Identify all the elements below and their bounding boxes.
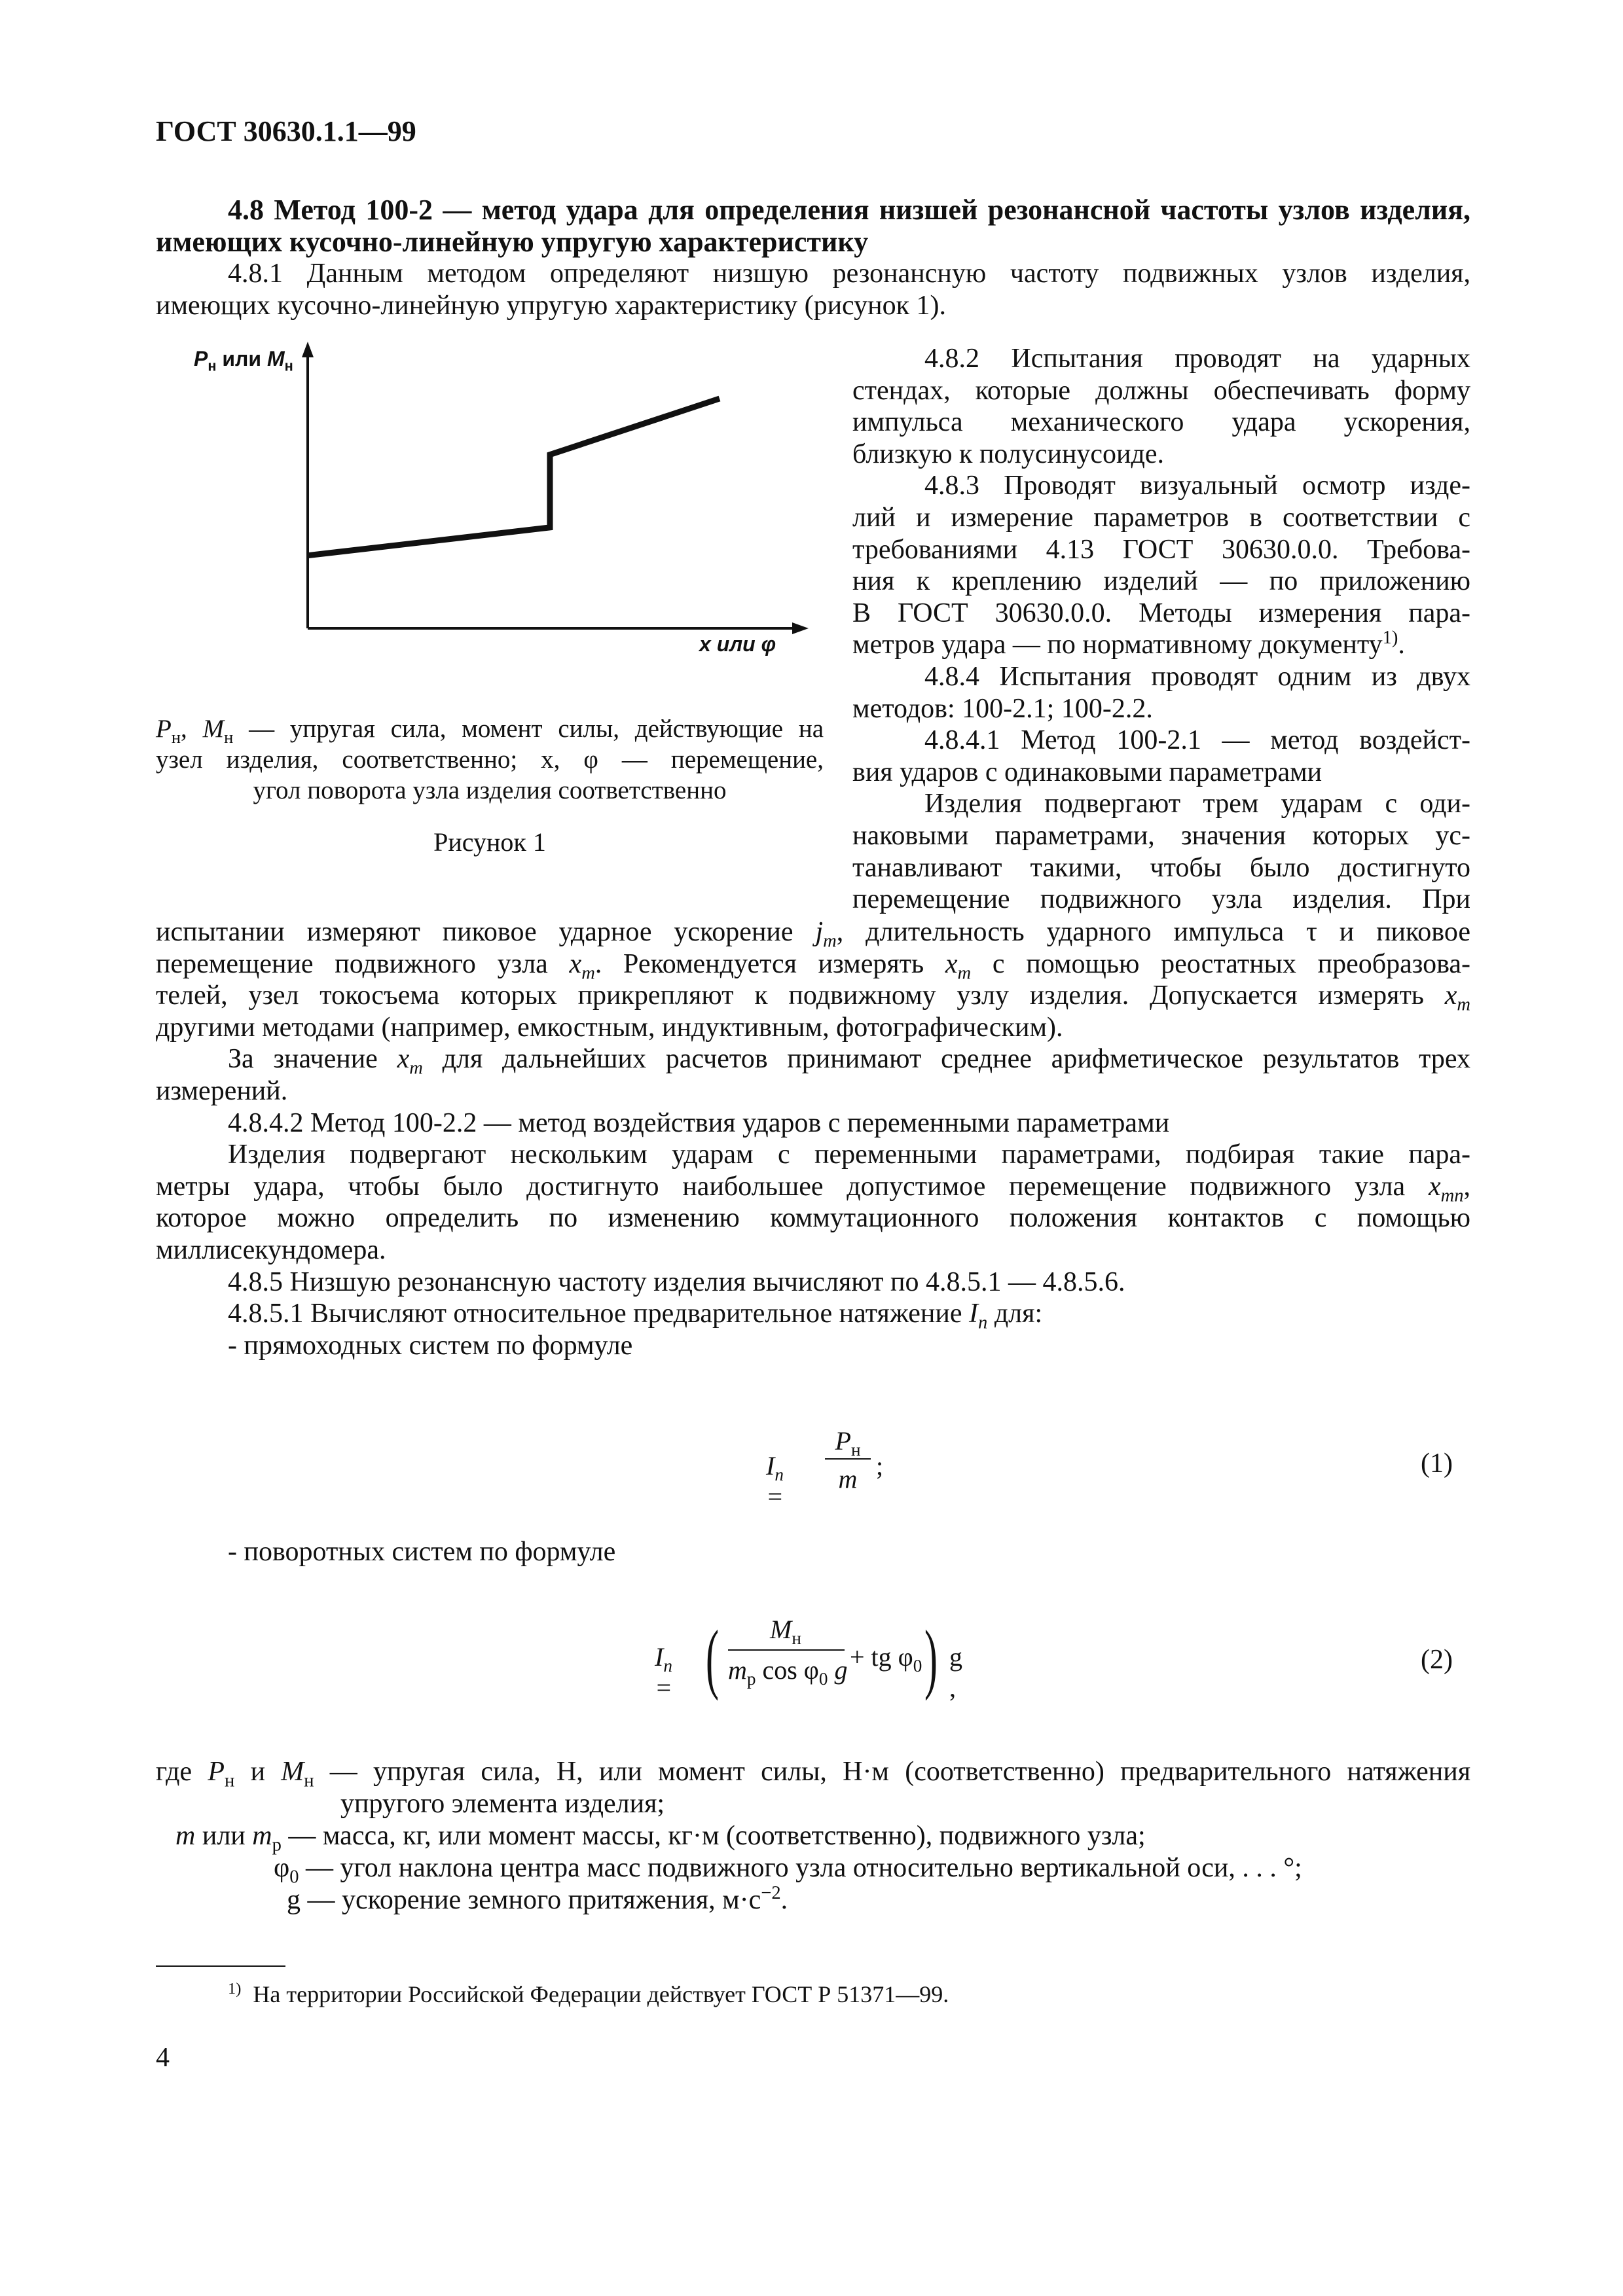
elastic-characteristic-line [308,399,720,556]
footnote-reference: 1) [1382,628,1398,649]
document-code: ГОСТ 30630.1.1—99 [156,115,416,147]
para-4-8-4: 4.8.4 Испытания проводят одним из двух методов: 100-2.1; 100-2.2. [852,661,1470,724]
para-4-8-5: 4.8.5 Низшую резонансную частоту изделия вычисляют по 4.8.5.1 — 4.8.5.6. [228,1266,1125,1297]
figure-x-axis-label: x или φ [699,632,776,656]
page-number: 4 [156,2043,170,2073]
para-items-single: Изделия подвергают трем ударам с оди- наковыми параметрами, значения которых ус- танавливают такими, чтобы было достигнуто перемещение подвижного узла изделия. При [852,789,1470,915]
footnote-separator [156,1965,285,1967]
list-item-rotary: - поворотных систем по формуле [228,1537,616,1567]
where-block: где $P_н$ и $M_н$ — упругая сила, Н, или момент силы, Н·м (соответственно) предварительного натяжения упругого элемента изделия; m или $m_р$ — масса, кг, или момент массы, кг·м (соответственно), подвижного узла; $\varphi_0$ — угол наклона центра масс подвижного узла относительно вертикальной оси, . . . °; g — ускорение земного притяжения, $м\cdot с^{-2}$. [156,1757,1471,1915]
footnote: $^{1)}$ На территории Российской Федерации действует ГОСТ Р 51371—99. [228,1980,949,2007]
section-title-line2: имеющих кусочно-линейную упругую характеристику [156,226,869,258]
para-4-8-4-2: 4.8.4.2 Метод 100-2.2 — метод воздействия ударов с переменными параметрами [228,1107,1170,1138]
para-4-8-1-line1: 4.8.1 Данным методом определяют низшую резонансную частоту подвижных узлов изделия, [228,259,1470,289]
list-item-linear: - прямоходных систем по формуле [228,1330,633,1361]
right-column [852,343,1470,916]
figure-title: Рисунок 1 [433,827,546,857]
figure-caption: $P_н$, $M_н$ — упругая сила, момент силы, действующие на узел изделия, соответственно; x, φ — перемещение, угол поворота узла изделия соответственно [156,715,824,804]
body-text: испытании измеряют пиковое ударное ускорение $j_m$, длительность ударного импульса τ и пиковое перемещение подвижного узла $x_m$. Рекомендуется измерять $x_m$ с помощью реостатных преобразова- телей, узел токосъема которых прикрепляют к подвижному узлу изделия. Допускается измерять $x_m$ другими методами (например, емкостным, индуктивным, фотографическим). За значение $x_m$ для дальнейших расчетов принимают среднее арифметическое результатов трех измерений. 4.8.4.2 Метод 100-2.2 — метод воздействия ударов с переменными параметрами Изделия подвергают нескольким ударам с переменными параметрами, подбирая такие пара- метры удара, чтобы было достигнуто наибольшее допустимое перемещение подвижного узла $x_{mn}$, которое можно определить по изменению коммутационного положения контактов с помощью миллисекундомера. 4.8.5 Низшую резонансную частоту изделия вычисляют по 4.8.5.1 — 4.8.5.6. 4.8.5.1 Вычисляют относительное предварительное натяжение $I_n$ для: - прямоходных систем по формуле [156,917,1471,1361]
section-title-line1: 4.8 Метод 100-2 — метод удара для определения низшей резонансной частоты узлов изделия, [228,194,1470,226]
footnote-mark: 1) [228,1980,242,1998]
para-4-8-3: 4.8.3 Проводят визуальный осмотр изде- лий и измерение параметров в соответствии с требованиями 4.13 ГОСТ 30630.0.0. Требова- ния к креплению изделий — по приложению В ГОСТ 30630.0.0. Методы измерения пара- метров удара — по нормативному документу$^{1)}$. [852,471,1470,660]
para-4-8-5-1: 4.8.5.1 Вычисляют относительное предварительное натяжение $I_n$ для: [228,1299,1043,1333]
formula-2-number: (2) [1421,1645,1453,1675]
y-axis [302,342,314,628]
para-4-8-1-line2: имеющих кусочно-линейную упругую характеристику (рисунок 1). [156,291,947,321]
figure-1-chart [288,340,812,648]
figure-y-axis-label: $P_н$ или $M_н$ [194,347,293,374]
formula-1-number: (1) [1421,1448,1453,1479]
para-4-8-2: 4.8.2 Испытания проводят на ударных стендах, которые должны обеспечивать форму импульса механического удара ускорения, близкую к полусинусоиде. [852,344,1470,469]
para-4-8-4-1: 4.8.4.1 Метод 100-2.1 — метод воздейст- вия ударов с одинаковыми параметрами [852,725,1470,787]
